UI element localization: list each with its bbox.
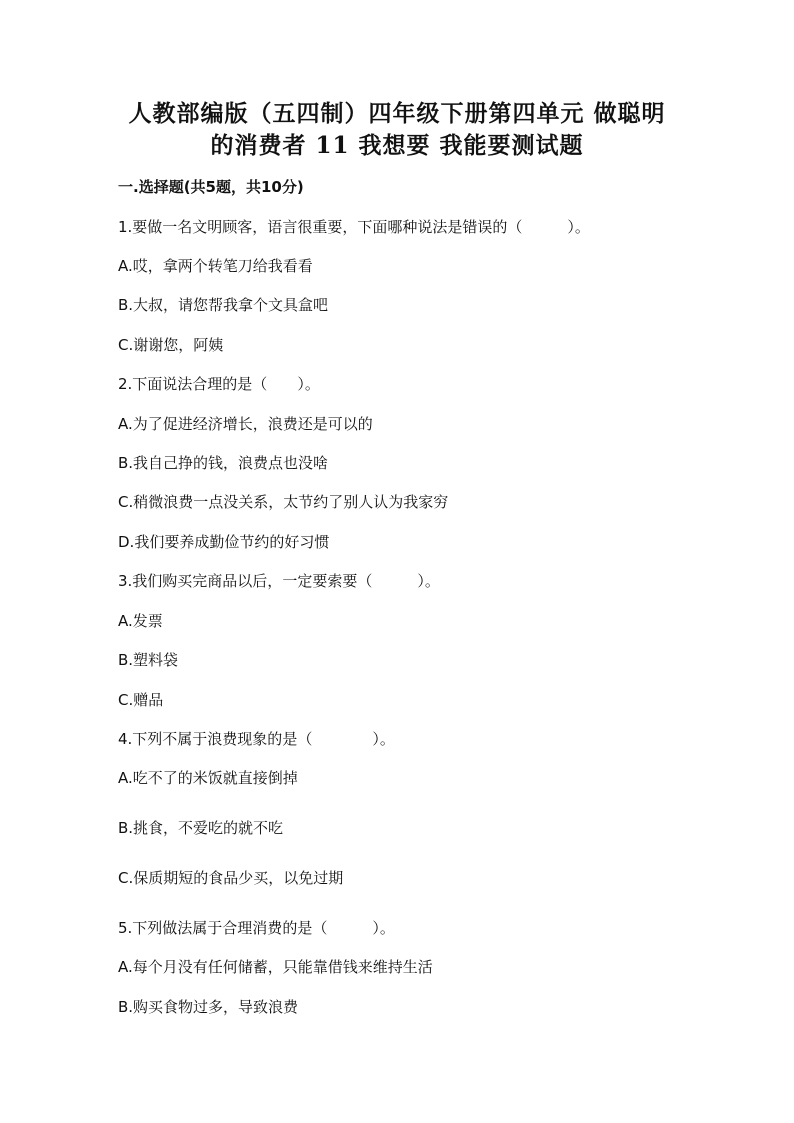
question-2-option-c: C.稍微浪费一点没关系，太节约了别人认为我家穷 [118,493,449,511]
question-3-option-a: A.发票 [118,612,163,630]
question-5-option-b: B.购买食物过多，导致浪费 [118,998,299,1016]
question-4-stem: 4.下列不属于浪费现象的是（ ）。 [118,730,395,748]
question-2-option-b: B.我自己挣的钱，浪费点也没啥 [118,454,329,472]
question-4-option-c: C.保质期短的食品少买，以免过期 [118,869,344,887]
question-1-option-b: B.大叔，请您帮我拿个文具盒吧 [118,296,329,314]
question-4-option-a: A.吃不了的米饭就直接倒掉 [118,769,298,787]
question-3-option-b: B.塑料袋 [118,651,179,669]
section-heading: 一.选择题(共5题，共10分) [118,178,304,196]
document-title-line-1: 人教部编版（五四制）四年级下册第四单元 做聪明 [128,100,666,127]
question-2-option-d: D.我们要养成勤俭节约的好习惯 [118,533,330,551]
question-4-option-b: B.挑食，不爱吃的就不吃 [118,819,284,837]
document-title-line-2: 的消费者 11 我想要 我能要测试题 [210,132,584,159]
question-5-option-a: A.每个月没有任何储蓄，只能靠借钱来维持生活 [118,958,433,976]
question-1-option-a: A.哎，拿两个转笔刀给我看看 [118,257,313,275]
question-2-stem: 2.下面说法合理的是（ ）。 [118,375,320,393]
question-5-stem: 5.下列做法属于合理消费的是（ ）。 [118,919,395,937]
question-1-option-c: C.谢谢您，阿姨 [118,336,224,354]
question-1-stem: 1.要做一名文明顾客，语言很重要，下面哪种说法是错误的（ ）。 [118,218,590,236]
question-2-option-a: A.为了促进经济增长，浪费还是可以的 [118,415,373,433]
question-3-stem: 3.我们购买完商品以后，一定要索要（ ）。 [118,572,440,590]
question-3-option-c: C.赠品 [118,691,164,709]
